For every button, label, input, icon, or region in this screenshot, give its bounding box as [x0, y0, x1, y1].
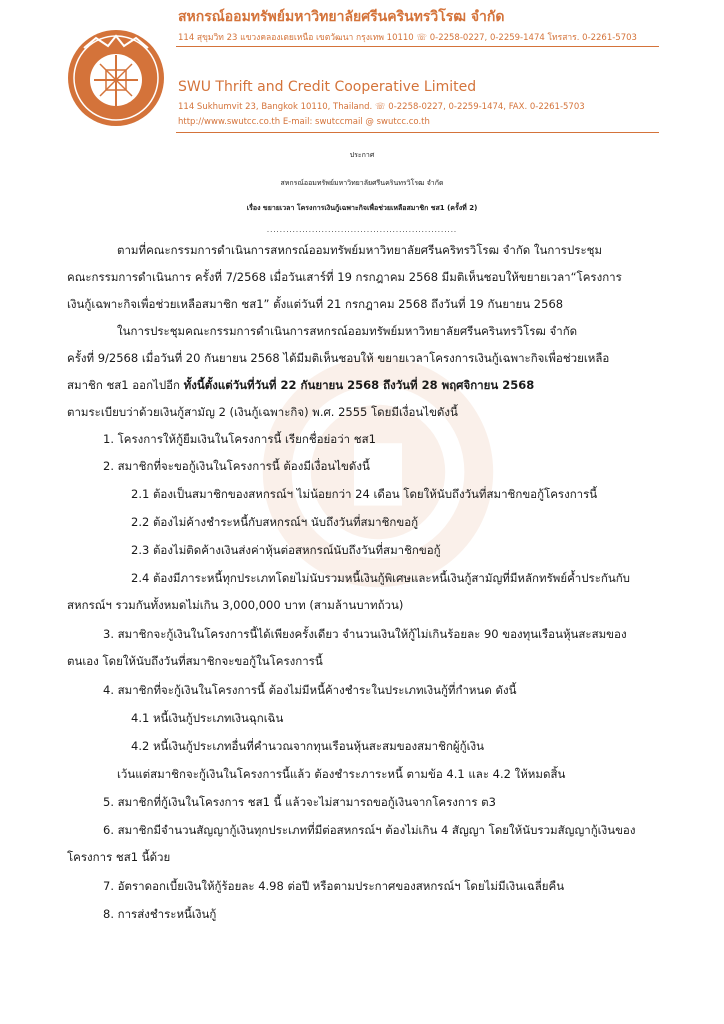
- paragraph-2-line-3-text: สมาชิก ชส1 ออกไปอีก: [67, 378, 184, 392]
- condition-item-2-2: 2.2 ต้องไม่ค้างชำระหนี้กับสหกรณ์ฯ นับถึงวันที่สมาชิกขอกู้: [131, 515, 419, 529]
- organization-english-name: SWU Thrift and Credit Cooperative Limited: [178, 79, 477, 95]
- announcement-heading: ประกาศ: [349, 151, 375, 159]
- paragraph-1-line-1: ตามที่คณะกรรมการดำเนินการสหกรณ์ออมทรัพย์มหาวิทยาลัยศรีนคริทรวิโรฒ จำกัด ในการประชุม: [117, 243, 603, 257]
- organization-web-email: http://www.swutcc.co.th E-mail: swutccmail @ swutcc.co.th: [178, 117, 430, 127]
- paragraph-2-line-1: ในการประชุมคณะกรรมการดำเนินการสหกรณ์ออมทรัพย์มหาวิทยาลัยศรีนครินทรวิโรฒ จำกัด: [117, 324, 578, 338]
- condition-item-4-1: 4.1 หนี้เงินกู้ประเภทเงินฉุกเฉิน: [131, 711, 284, 725]
- subject-heading: เรื่อง ขยายเวลา โครงการเงินกู้เฉพาะกิจเพื่อช่วยเหลือสมาชิก ชส1 (ครั้งที่ 2): [246, 204, 478, 212]
- paragraph-2-line-2: ครั้งที่ 9/2568 เมื่อวันที่ 20 กันยายน 2568 ได้มีมติเห็นชอบให้ ขยายเวลาโครงการเงินกู้เฉพาะกิจเพื่อช่วยเหลือ: [67, 351, 610, 365]
- condition-item-4-note: เว้นแต่สมาชิกจะกู้เงินในโครงการนี้แล้ว ต้องชำระภาระหนี้ ตามข้อ 4.1 และ 4.2 ให้หมดสิ้น: [117, 767, 566, 781]
- paragraph-2-line-4: ตามระเบียบว่าด้วยเงินกู้สามัญ 2 (เงินกู้เฉพาะกิจ) พ.ศ. 2555 โดยมีเงื่อนไขดังนี้: [67, 405, 458, 419]
- paragraph-1-line-2: คณะกรรมการดำเนินการ ครั้งที่ 7/2568 เมื่อวันเสาร์ที่ 19 กรกฎาคม 2568 มีมติเห็นชอบให้ขยายเวลา“โครงการ: [67, 270, 622, 284]
- condition-item-3-line-1: 3. สมาชิกจะกู้เงินในโครงการนี้ได้เพียงครั้งเดียว จำนวนเงินให้กู้ไม่เกินร้อยละ 90 ของทุนเรือนหุ้นสะสมของ: [103, 627, 627, 641]
- condition-item-6-line-2: โครงการ ชส1 นี้ด้วย: [67, 850, 171, 864]
- condition-item-4: 4. สมาชิกที่จะกู้เงินในโครงการนี้ ต้องไม่มีหนี้ค้างชำระในประเภทเงินกู้ที่กำหนด ดังนี้: [103, 683, 517, 697]
- organization-heading: สหกรณ์ออมทรัพย์มหาวิทยาลัยศรีนครินทรวิโรฒ จำกัด: [280, 179, 444, 187]
- letterhead-divider-top: [176, 46, 659, 47]
- condition-item-1: 1. โครงการให้กู้ยืมเงินในโครงการนี้ เรียกชื่อย่อว่า ชส1: [103, 432, 376, 446]
- condition-item-2-4-line-2: สหกรณ์ฯ รวมกันทั้งหมดไม่เกิน 3,000,000 บาท (สามล้านบาทถ้วน): [67, 598, 404, 612]
- condition-item-7: 7. อัตราดอกเบี้ยเงินให้กู้ร้อยละ 4.98 ต่อปี หรือตามประกาศของสหกรณ์ฯ โดยไม่มีเงินเฉลี่ยคืน: [103, 879, 565, 893]
- paragraph-1-line-3: เงินกู้เฉพาะกิจเพื่อช่วยเหลือสมาชิก ชส1” ตั้งแต่วันที่ 21 กรกฎาคม 2568 ถึงวันที่ 19 กันยายน 2568: [67, 297, 564, 311]
- condition-item-5: 5. สมาชิกที่กู้เงินในโครงการ ชส1 นี้ แล้วจะไม่สามารถขอกู้เงินจากโครงการ ต3: [103, 795, 496, 809]
- condition-item-2-4-line-1: 2.4 ต้องมีภาระหนี้ทุกประเภทโดยไม่นับรวมหนี้เงินกู้พิเศษและหนี้เงินกู้สามัญที่มีหลักทรัพย์ค้ำประกันกับ: [131, 571, 630, 585]
- dotted-separator: ...........................................................: [266, 226, 458, 234]
- cooperative-logo-icon: [66, 28, 166, 128]
- organization-english-address: 114 Sukhumvit 23, Bangkok 10110, Thailand. ☏ 0-2258-0227, 0-2259-1474, FAX. 0-2261-5703: [178, 102, 585, 112]
- condition-item-2-1: 2.1 ต้องเป็นสมาชิกของสหกรณ์ฯ ไม่น้อยกว่า 24 เดือน โดยให้นับถึงวันที่สมาชิกขอกู้โครงการนี้: [131, 487, 598, 501]
- letterhead-divider-bottom: [176, 132, 659, 133]
- condition-item-3-line-2: ตนเอง โดยให้นับถึงวันที่สมาชิกจะขอกู้ในโครงการนี้: [67, 654, 323, 668]
- organization-thai-name: สหกรณ์ออมทรัพย์มหาวิทยาลัยศรีนครินทรวิโรฒ จำกัด: [178, 9, 505, 25]
- condition-item-4-2: 4.2 หนี้เงินกู้ประเภทอื่นที่คำนวณจากทุนเรือนหุ้นสะสมของสมาชิกผู้กู้เงิน: [131, 739, 485, 753]
- organization-thai-address: 114 สุขุมวิท 23 แขวงคลองเตยเหนือ เขตวัฒนา กรุงเทพ 10110 ☏ 0-2258-0227, 0-2259-1474 โทรสาร. 0-2261-5703: [178, 33, 637, 43]
- condition-item-8: 8. การส่งชำระหนี้เงินกู้: [103, 907, 217, 921]
- condition-item-6-line-1: 6. สมาชิกมีจำนวนสัญญากู้เงินทุกประเภทที่มีต่อสหกรณ์ฯ ต้องไม่เกิน 4 สัญญา โดยให้นับรวมสัญญากู้เงินของ: [103, 823, 636, 837]
- condition-item-2-3: 2.3 ต้องไม่ติดค้างเงินส่งค่าหุ้นต่อสหกรณ์นับถึงวันที่สมาชิกขอกู้: [131, 543, 441, 557]
- extension-period-text: ทั้งนี้ตั้งแต่วันที่วันที่ 22 กันยายน 2568 ถึงวันที่ 28 พฤศจิกายน 2568: [183, 378, 535, 392]
- condition-item-2: 2. สมาชิกที่จะขอกู้เงินในโครงการนี้ ต้องมีเงื่อนไขดังนี้: [103, 459, 370, 473]
- paragraph-2-line-3: [67, 377, 534, 393]
